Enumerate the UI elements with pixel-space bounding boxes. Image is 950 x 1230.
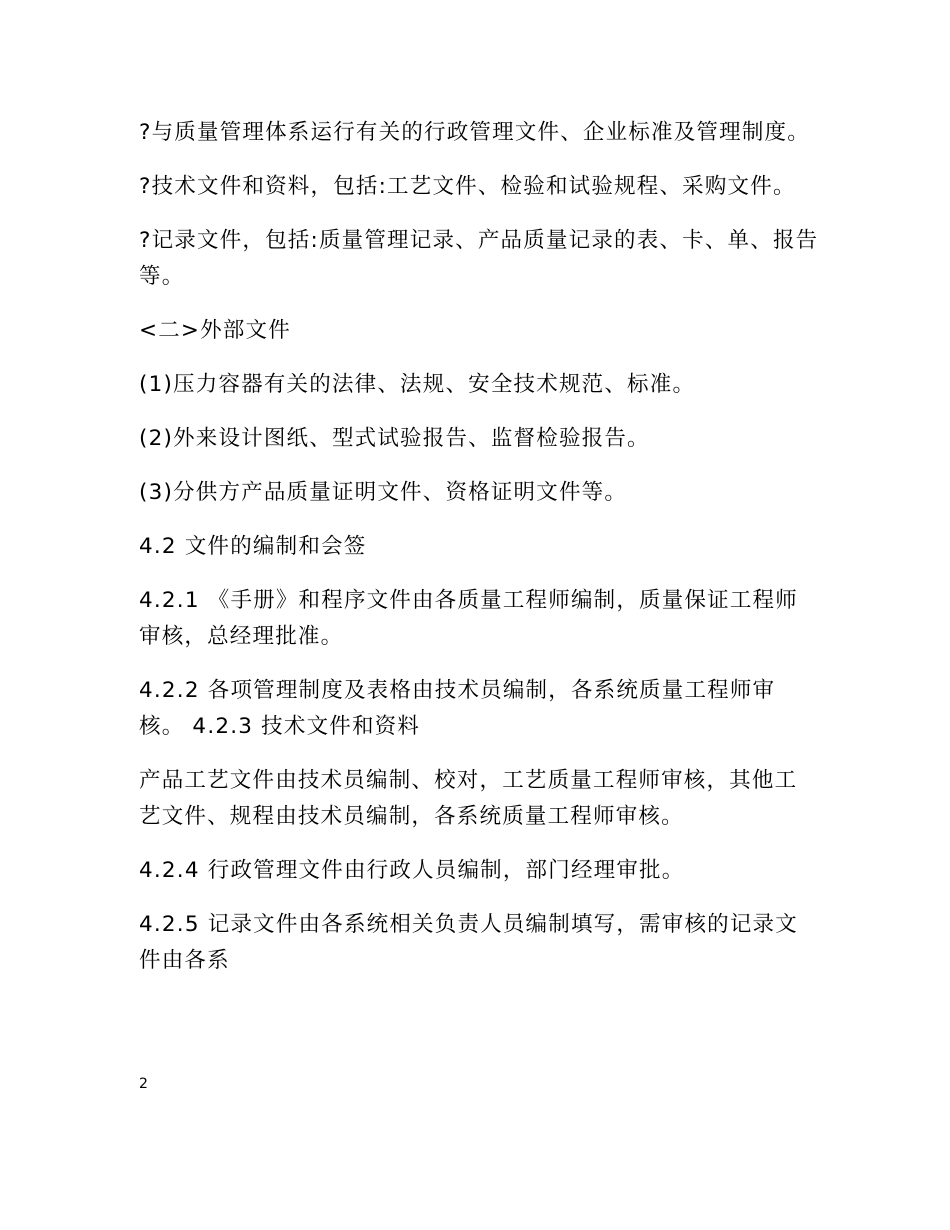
list-item-laws-regulations: (1)压力容器有关的法律、法规、安全技术规范、标准。 (139, 372, 696, 397)
clause-4-2-2: 4.2.2 各项管理制度及表格由技术员编制，各系统质量工程师审核。 4.2.3 技术文件和资料 (139, 678, 776, 739)
document-body (139, 115, 819, 997)
page-number: 2 (139, 1076, 148, 1092)
clause-4-2-5: 4.2.5 记录文件由各系统相关负责人员编制填写，需审核的记录文件由各系 (139, 912, 798, 973)
paragraph-record-docs: ?记录文件，包括:质量管理记录、产品质量记录的表、卡、单、报告等。 (139, 228, 819, 289)
clause-4-2-1: 4.2.1 《手册》和程序文件由各质量工程师编制，质量保证工程师审核，总经理批准。 (139, 588, 798, 649)
clause-4-2-3-body: 产品工艺文件由技术员编制、校对，工艺质量工程师审核，其他工艺文件、规程由技术员编制，各系统质量工程师审核。 (139, 768, 798, 829)
clause-4-2-4: 4.2.4 行政管理文件由行政人员编制，部门经理审批。 (139, 858, 685, 883)
section-heading-external-docs: <二>外部文件 (139, 318, 291, 343)
paragraph-internal-admin-docs: ?与质量管理体系运行有关的行政管理文件、企业标准及管理制度。 (139, 120, 810, 145)
list-item-external-drawings: (2)外来设计图纸、型式试验报告、监督检验报告。 (139, 426, 650, 451)
section-heading-4-2: 4.2 文件的编制和会签 (139, 534, 367, 559)
paragraph-technical-docs: ?技术文件和资料，包括:工艺文件、检验和试验规程、采购文件。 (139, 174, 796, 199)
list-item-supplier-certificates: (3)分供方产品质量证明文件、资格证明文件等。 (139, 480, 628, 505)
